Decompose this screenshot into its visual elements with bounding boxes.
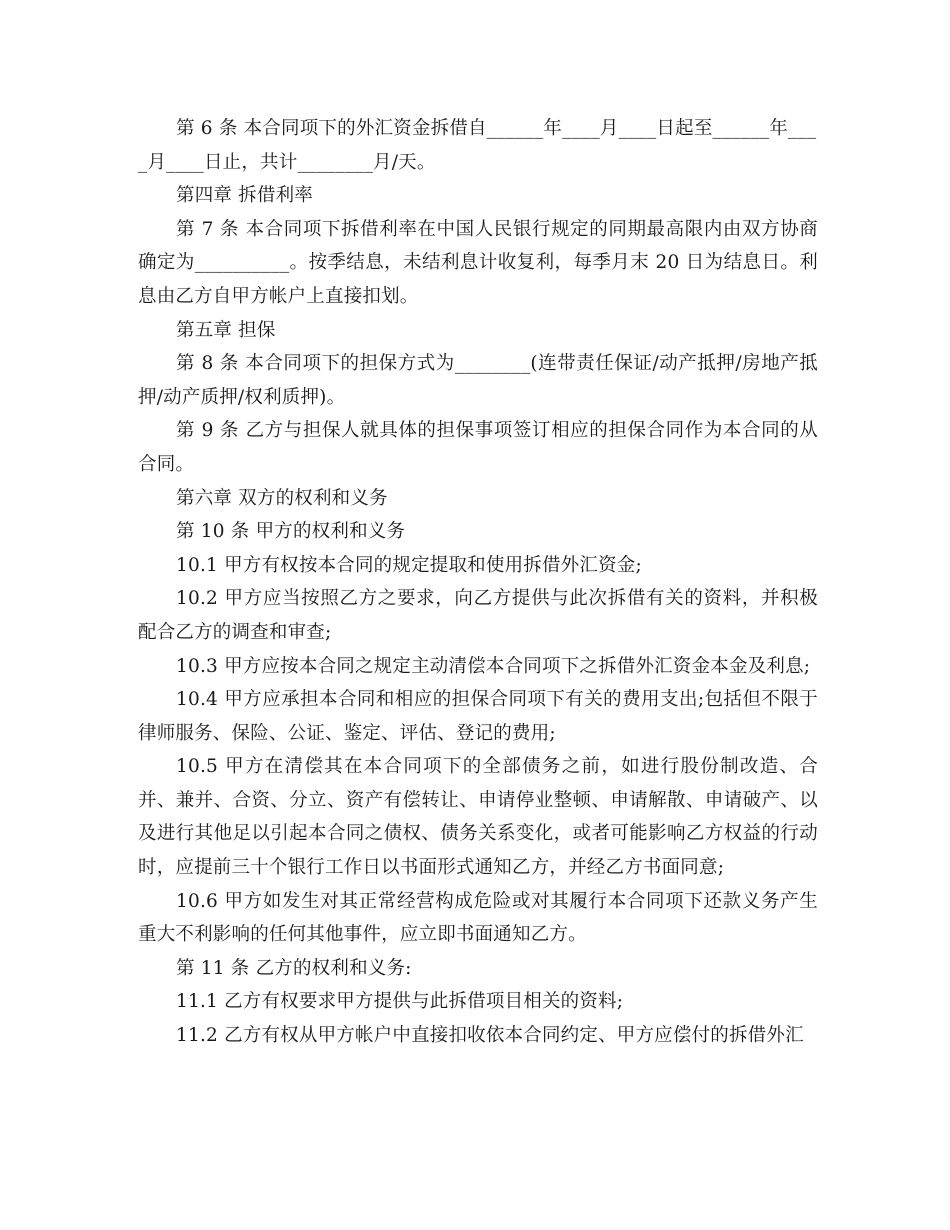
clause-10-2: 10.2 甲方应当按照乙方之要求，向乙方提供与此次拆借有关的资料，并积极配合乙方的调查和审查; bbox=[138, 588, 818, 643]
article-11-heading: 第 11 条 乙方的权利和义务: bbox=[176, 957, 412, 979]
clause-10-1: 10.1 甲方有权按本合同的规定提取和使用拆借外汇资金; bbox=[176, 554, 642, 576]
clause-10-6: 10.6 甲方如发生对其正常经营构成危险或对其履行本合同项下还款义务产生重大不利影响的任何其他事件，应立即书面通知乙方。 bbox=[138, 890, 818, 946]
clause-10-3: 10.3 甲方应按本合同之规定主动清偿本合同项下之拆借外汇资金本金及利息; bbox=[176, 655, 811, 677]
clause-10-5: 10.5 甲方在清偿其在本合同项下的全部债务之前，如进行股份制改造、合并、兼并、合资、分立、资产有偿转让、申请停业整顿、申请解散、申请破产、以及进行其他足以引起本合同之债权、债务关系变化，或者可能影响乙方权益的行动时，应提前三十个银行工作日以书面形式通知乙方，并经乙方书面同意; bbox=[138, 756, 818, 879]
article-9-guarantee-contract: 第 9 条 乙方与担保人就具体的担保事项签订相应的担保合同作为本合同的从合同。 bbox=[138, 420, 818, 475]
clause-10-4: 10.4 甲方应承担本合同和相应的担保合同项下有关的费用支出;包括但不限于律师服务、保险、公证、鉴定、评估、登记的费用; bbox=[138, 689, 818, 744]
article-10-heading: 第 10 条 甲方的权利和义务 bbox=[176, 521, 406, 543]
chapter-4-heading: 第四章 拆借利率 bbox=[176, 185, 313, 207]
chapter-6-heading: 第六章 双方的权利和义务 bbox=[176, 487, 388, 509]
article-7-interest-rate: 第 7 条 本合同项下拆借利率在中国人民银行规定的同期最高限内由双方协商确定为__________。按季结息，未结利息计收复利，每季月末 20 日为结息日。利息由乙方自甲方帐户上直接扣划。 bbox=[138, 218, 818, 307]
chapter-5-heading: 第五章 担保 bbox=[176, 319, 276, 341]
article-6-loan-period: 第 6 条 本合同项下的外汇资金拆借自______年____月____日起至______年___ _月____日止，共计________月/天。 bbox=[138, 118, 817, 173]
clause-11-2: 11.2 乙方有权从甲方帐户中直接扣收依本合同约定、甲方应偿付的拆借外汇 bbox=[176, 1025, 804, 1047]
document-body bbox=[138, 112, 818, 1053]
clause-11-1: 11.1 乙方有权要求甲方提供与此拆借项目相关的资料; bbox=[176, 991, 624, 1013]
article-8-guarantee-method: 第 8 条 本合同项下的担保方式为________(连带责任保证/动产抵押/房地产抵押/动产质押/权利质押)。 bbox=[138, 353, 818, 408]
